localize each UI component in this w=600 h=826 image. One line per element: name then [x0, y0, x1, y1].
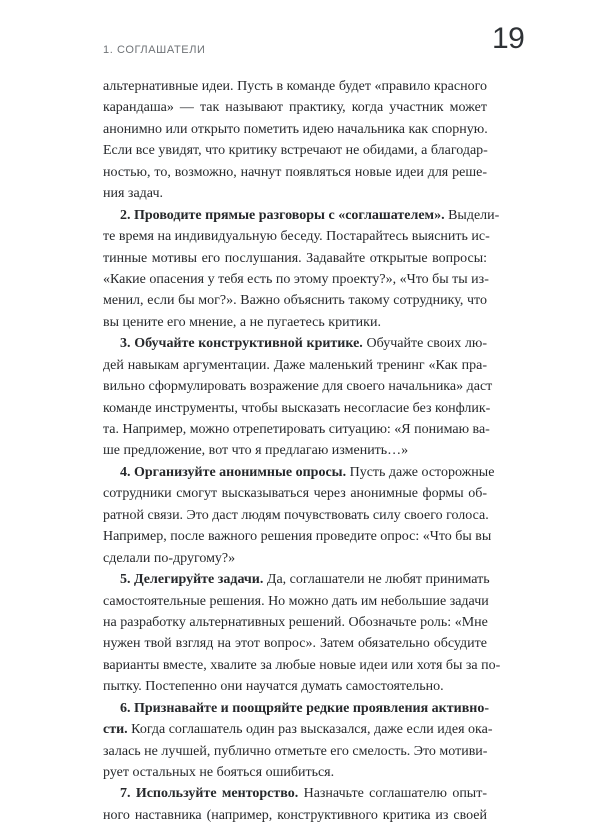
text-line: анонимно или открыто пометить идею начальника как спорную.	[103, 121, 488, 137]
text-line: ше предложение, вот что я предлагаю изменить…»	[103, 443, 409, 459]
text-line: вы цените его мнение, а не пугаетесь критики.	[103, 314, 381, 330]
text-line: 3. Обучайте конструктивной критике. Обучайте своих лю-	[120, 336, 488, 352]
text-line: вильно сформулировать возражение для своего начальника» даст	[103, 379, 493, 395]
text-line: самостоятельные решения. Но можно дать им небольшие задачи	[103, 593, 489, 609]
item-heading: 5. Делегируйте задачи.	[120, 572, 264, 588]
text-line: ния задач.	[103, 186, 163, 202]
text-line: варианты вместе, хвалите за любые новые идеи или хотя бы за по-	[103, 657, 501, 673]
text-line: рует остальных не бояться ошибиться.	[103, 765, 335, 780]
text-line: карандаша» — так называют практику, когда участник может	[103, 100, 487, 116]
body-text	[103, 76, 501, 826]
item-heading: 3. Обучайте конструктивной критике.	[120, 336, 363, 352]
text-line: та. Например, можно отрепетировать ситуацию: «Я понимаю ва-	[103, 422, 490, 437]
text-line: ностью, то, возможно, начнут появляться новые идеи для реше-	[103, 164, 487, 180]
text-line: 7. Используйте менторство. Назначьте соглашателю опыт-	[120, 786, 487, 802]
text-line: сотрудники смогут высказываться через анонимные формы об-	[103, 486, 487, 502]
item-heading: сти.	[103, 722, 128, 738]
text-line: те время на индивидуальную беседу. Постарайтесь выяснить ис-	[103, 229, 490, 245]
running-head: 1. СОГЛАШАТЕЛИ	[103, 44, 206, 56]
text-line: ного наставника (например, конструктивного критика из своей	[103, 807, 487, 823]
text-line: альтернативные идеи. Пусть в команде будет «правило красного	[103, 79, 487, 94]
text-line: 5. Делегируйте задачи. Да, соглашатели не любят принимать	[120, 572, 490, 588]
item-heading: 6. Признавайте и поощряйте редкие проявления активно-	[120, 700, 489, 716]
page-number: 19	[492, 22, 525, 55]
text-line: 4. Организуйте анонимные опросы. Пусть даже осторожные	[120, 464, 495, 480]
text-line: пытку. Постепенно они научатся думать самостоятельно.	[103, 679, 444, 695]
text-line: дей навыкам аргументации. Даже маленький тренинг «Как пра-	[103, 357, 487, 373]
item-heading: 4. Организуйте анонимные опросы.	[120, 464, 347, 480]
text-line: сделали по-другому?»	[103, 550, 236, 566]
text-line: сти. Когда соглашатель один раз высказался, даже если идея ока-	[103, 722, 493, 738]
text-line: на разработку альтернативных решений. Обозначьте роль: «Мне	[103, 614, 488, 630]
text-line	[103, 698, 487, 719]
text-line: тинные мотивы его послушания. Задавайте открытые вопросы:	[103, 250, 487, 266]
text-line: ратной связи. Это даст людям почувствовать силу своего голоса.	[103, 507, 489, 523]
text-line: нужен твой взгляд на этот вопрос». Затем обязательно обсудите	[103, 636, 487, 652]
text-line: «Какие опасения у тебя есть по этому проекту?», «Что бы ты из-	[103, 271, 489, 287]
text-line: менил, если бы мог?». Важно объяснить такому сотруднику, что	[103, 293, 487, 309]
text-line: 2. Проводите прямые разговоры с «соглашателем». Выдели-	[120, 207, 500, 223]
text-line: команде инструменты, чтобы высказать несогласие без конфлик-	[103, 400, 491, 416]
text-line: залась не лучшей, публично отметьте его смелость. Это мотиви-	[103, 743, 488, 759]
text-line: Например, после важного решения проведите опрос: «Что бы вы	[103, 529, 492, 545]
item-heading: 2. Проводите прямые разговоры с «соглашателем».	[120, 207, 445, 223]
item-heading: 7. Используйте менторство.	[120, 786, 299, 802]
text-line: Если все увидят, что критику встречают не обидами, а благодар-	[103, 143, 488, 159]
